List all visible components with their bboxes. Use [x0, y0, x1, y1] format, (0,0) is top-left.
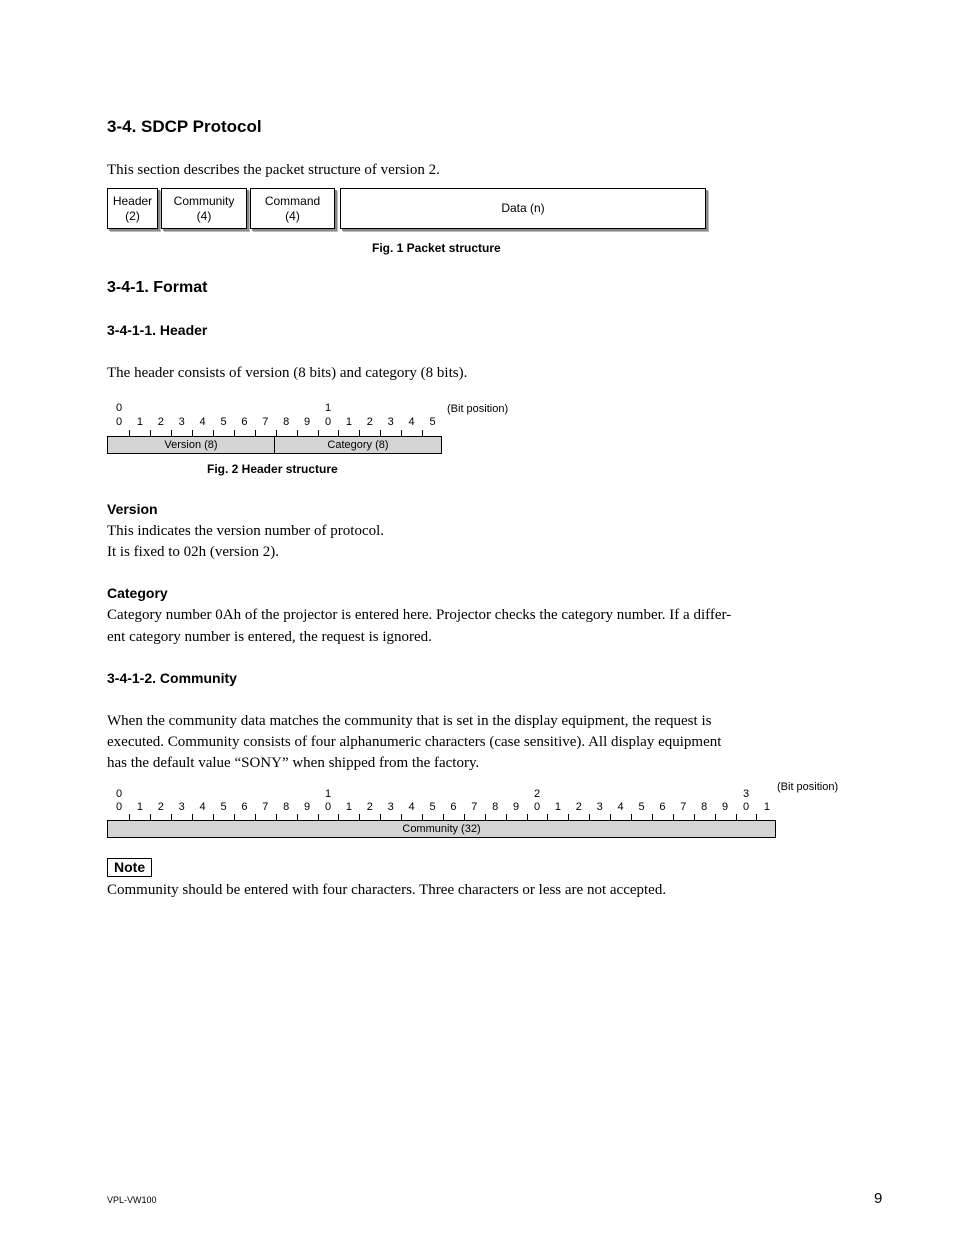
packet-cell-label: Data (n) — [501, 201, 545, 215]
category-line: ent category number is entered, the request is ignored. — [107, 629, 432, 645]
bit-number-label: 4 — [408, 801, 415, 813]
bit-number-label: 3 — [178, 416, 185, 428]
bit-tens-label: 0 — [115, 788, 123, 800]
bit-number-label: 1 — [345, 801, 352, 813]
version-line: It is fixed to 02h (version 2). — [107, 544, 280, 560]
bit-tens-label: 1 — [324, 788, 332, 800]
bit-number-label: 6 — [659, 801, 666, 813]
bit-tick-mark — [171, 814, 172, 820]
figure-caption: Fig. 2 Header structure — [207, 462, 338, 476]
bit-number-label: 8 — [283, 801, 290, 813]
bit-tick-mark — [359, 814, 360, 820]
bit-tens-label: 1 — [324, 402, 332, 414]
bit-tick-mark — [422, 430, 423, 436]
header-heading: 3-4-1-1. Header — [107, 322, 208, 338]
community-heading: 3-4-1-2. Community — [107, 670, 237, 686]
figure-caption: Fig. 1 Packet structure — [372, 241, 501, 255]
bit-tick-mark — [297, 430, 298, 436]
bit-tick-mark — [276, 814, 277, 820]
bit-number-label: 4 — [199, 801, 206, 813]
category-heading: Category — [107, 585, 168, 601]
bit-number-label: 3 — [596, 801, 603, 813]
packet-cell-community — [161, 188, 247, 229]
bit-number-label: 5 — [638, 801, 645, 813]
bit-number-label: 7 — [262, 416, 269, 428]
bit-number-label: 8 — [283, 416, 290, 428]
bit-number-label: 9 — [513, 801, 520, 813]
bit-number-label: 8 — [701, 801, 708, 813]
bit-number-label: 0 — [324, 801, 332, 813]
community-line: executed. Community consists of four alphanumeric characters (case sensitive). All display equipment — [107, 734, 722, 750]
bit-number-label: 5 — [220, 416, 227, 428]
packet-cell-label: Header — [112, 193, 153, 208]
bit-number-label: 5 — [220, 801, 227, 813]
bit-tick-mark — [255, 430, 256, 436]
bit-number-label: 2 — [157, 416, 164, 428]
packet-cell-header — [107, 188, 158, 229]
bit-number-label: 0 — [742, 801, 750, 813]
bit-number-label: 3 — [178, 801, 185, 813]
bit-tick-mark — [255, 814, 256, 820]
bit-number-label: 0 — [115, 801, 123, 813]
bit-number-label: 0 — [324, 416, 332, 428]
bit-number-label: 6 — [450, 801, 457, 813]
header-description: The header consists of version (8 bits) and category (8 bits). — [107, 365, 468, 381]
bit-number-label: 0 — [115, 416, 123, 428]
page-number: 9 — [874, 1190, 883, 1207]
bit-tick-mark — [234, 814, 235, 820]
bit-tick-mark — [297, 814, 298, 820]
bit-number-label: 4 — [199, 416, 206, 428]
bit-tick-mark — [652, 814, 653, 820]
bit-number-label: 2 — [366, 416, 373, 428]
packet-cell-size: (2) — [125, 208, 140, 223]
bit-number-label: 2 — [575, 801, 582, 813]
bit-number-label: 7 — [471, 801, 478, 813]
packet-cell-command — [250, 188, 335, 229]
version-field: Version (8) — [107, 436, 275, 454]
bit-number-label: 8 — [492, 801, 499, 813]
packet-cell-size: (4) — [285, 208, 300, 223]
bit-tick-mark — [610, 814, 611, 820]
bit-tick-mark — [715, 814, 716, 820]
bit-tick-mark — [506, 814, 507, 820]
bit-tick-mark — [527, 814, 528, 820]
bit-tick-mark — [589, 814, 590, 820]
bit-tick-mark — [192, 814, 193, 820]
bit-number-label: 9 — [304, 416, 311, 428]
bit-number-label: 7 — [680, 801, 687, 813]
community-line: has the default value “SONY” when shipped from the factory. — [107, 755, 480, 771]
section-title: 3-4. SDCP Protocol — [107, 117, 262, 136]
bit-tens-label: 0 — [115, 402, 123, 414]
bit-tick-mark — [547, 814, 548, 820]
category-line: Category number 0Ah of the projector is entered here. Projector checks the category number. If a differ- — [107, 607, 732, 623]
community-line: When the community data matches the community that is set in the display equipment, the request is — [107, 713, 712, 729]
bit-position-label: (Bit position) — [447, 403, 509, 415]
bit-tens-label: 2 — [533, 788, 541, 800]
bit-number-label: 1 — [554, 801, 561, 813]
version-heading: Version — [107, 501, 158, 517]
bit-tick-mark — [129, 430, 130, 436]
bit-number-label: 5 — [429, 801, 436, 813]
bit-tick-mark — [234, 430, 235, 436]
bit-number-label: 5 — [429, 416, 436, 428]
bit-tick-mark — [129, 814, 130, 820]
bit-tick-mark — [338, 814, 339, 820]
bit-tick-mark — [736, 814, 737, 820]
format-heading: 3-4-1. Format — [107, 279, 208, 296]
bit-tick-mark — [673, 814, 674, 820]
bit-tick-mark — [380, 430, 381, 436]
packet-cell-size: (4) — [196, 208, 212, 223]
bit-tick-mark — [422, 814, 423, 820]
note-label: Note — [107, 858, 152, 877]
bit-tick-mark — [150, 814, 151, 820]
bit-number-label: 4 — [408, 416, 415, 428]
footer-model: VPL-VW100 — [107, 1195, 157, 1205]
bit-tick-mark — [338, 430, 339, 436]
bit-number-label: 2 — [366, 801, 373, 813]
bit-number-label: 9 — [304, 801, 311, 813]
community-field: Community (32) — [107, 820, 776, 838]
bit-number-label: 9 — [722, 801, 729, 813]
bit-tick-mark — [401, 430, 402, 436]
packet-cell-label: Command — [264, 193, 321, 208]
bit-number-label: 6 — [241, 416, 248, 428]
bit-tick-mark — [171, 430, 172, 436]
bit-number-label: 2 — [157, 801, 164, 813]
bit-number-label: 3 — [387, 801, 394, 813]
bit-tick-mark — [401, 814, 402, 820]
bit-number-label: 1 — [763, 801, 770, 813]
packet-cell-data — [340, 188, 706, 229]
bit-number-label: 1 — [136, 801, 143, 813]
bit-tick-mark — [318, 814, 319, 820]
bit-number-label: 1 — [136, 416, 143, 428]
bit-tick-mark — [631, 814, 632, 820]
bit-tick-mark — [213, 814, 214, 820]
section-intro: This section describes the packet structure of version 2. — [107, 162, 440, 178]
packet-cell-label: Community — [173, 193, 235, 208]
bit-position-label: (Bit position) — [777, 781, 839, 793]
bit-number-label: 3 — [387, 416, 394, 428]
bit-tick-mark — [359, 430, 360, 436]
bit-tick-mark — [756, 814, 757, 820]
bit-number-label: 4 — [617, 801, 624, 813]
bit-number-label: 7 — [262, 801, 269, 813]
bit-tick-mark — [443, 814, 444, 820]
bit-number-label: 0 — [533, 801, 541, 813]
category-field: Category (8) — [274, 436, 442, 454]
version-line: This indicates the version number of protocol. — [107, 523, 385, 539]
bit-tick-mark — [694, 814, 695, 820]
bit-tick-mark — [150, 430, 151, 436]
bit-tens-label: 3 — [742, 788, 750, 800]
bit-tick-mark — [318, 430, 319, 436]
bit-number-label: 6 — [241, 801, 248, 813]
bit-tick-mark — [276, 430, 277, 436]
bit-tick-mark — [380, 814, 381, 820]
bit-tick-mark — [568, 814, 569, 820]
bit-tick-mark — [192, 430, 193, 436]
bit-tick-mark — [213, 430, 214, 436]
bit-tick-mark — [485, 814, 486, 820]
note-text: Community should be entered with four characters. Three characters or less are not accepted. — [107, 882, 667, 898]
bit-tick-mark — [464, 814, 465, 820]
bit-number-label: 1 — [345, 416, 352, 428]
